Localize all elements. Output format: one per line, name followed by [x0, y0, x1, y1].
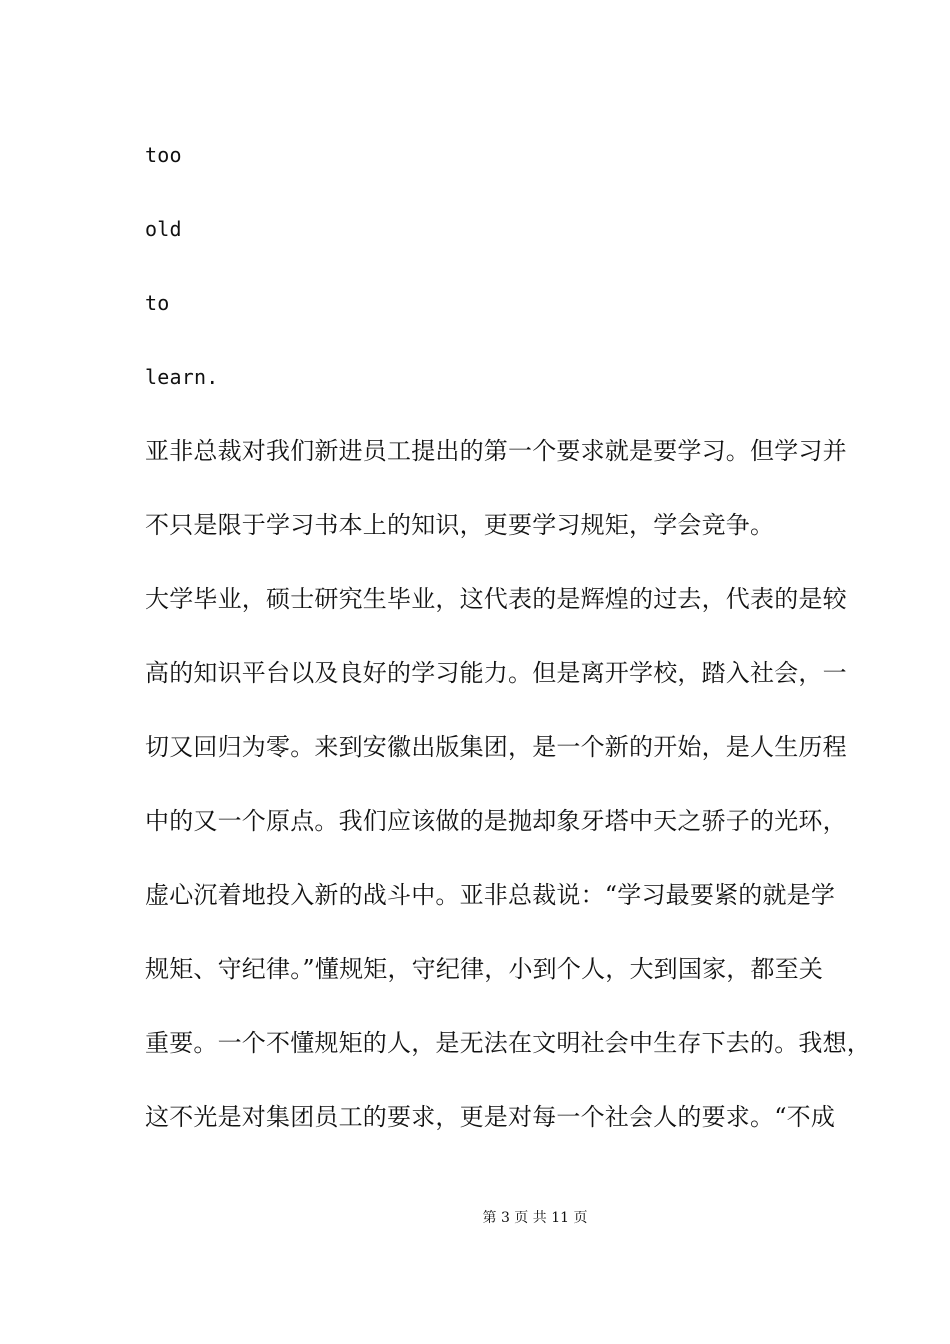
paragraph-line: 切又回归为零。来到安徽出版集团，是一个新的开始，是人生历程: [145, 733, 847, 761]
paragraph-line: 这不光是对集团员工的要求，更是对每一个社会人的要求。“不成: [145, 1103, 836, 1131]
paragraph-line: 重要。一个不懂规矩的人，是无法在文明社会中生存下去的。我想，: [145, 1029, 871, 1057]
paragraph-line: 虚心沉着地投入新的战斗中。亚非总裁说：“学习最要紧的就是学: [145, 881, 836, 909]
paragraph-line: 高的知识平台以及良好的学习能力。但是离开学校，踏入社会，一: [145, 659, 847, 687]
paragraph-line: 不只是限于学习书本上的知识，更要学习规矩，学会竞争。: [145, 511, 775, 539]
paragraph-line: 大学毕业，硕士研究生毕业，这代表的是辉煌的过去，代表的是较: [145, 585, 847, 613]
english-word-line: learn.: [145, 365, 219, 389]
paragraph-line: 中的又一个原点。我们应该做的是抛却象牙塔中天之骄子的光环，: [145, 807, 847, 835]
english-word-line: old: [145, 217, 182, 241]
page-number-footer: 第 3 页 共 11 页: [482, 1210, 588, 1226]
english-word-line: too: [145, 143, 182, 167]
english-word-line: to: [145, 291, 170, 315]
paragraph-line: 亚非总裁对我们新进员工提出的第一个要求就是要学习。但学习并: [145, 437, 847, 465]
paragraph-line: 规矩、守纪律。”懂规矩，守纪律，小到个人，大到国家，都至关: [145, 955, 824, 983]
